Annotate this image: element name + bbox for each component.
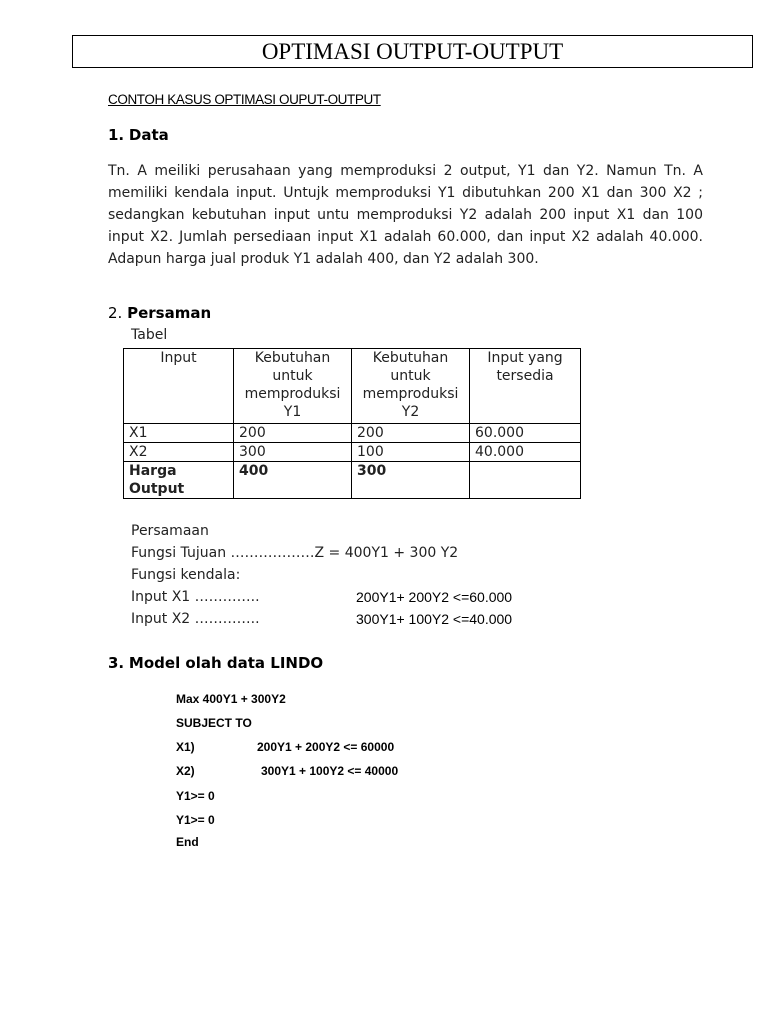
section-3-heading (108, 654, 323, 672)
case-subheading: CONTOH KASUS OPTIMASI OUPUT-OUTPUT (108, 92, 381, 107)
table-row (124, 462, 581, 499)
lindo-nonneg-1: Y1>= 0 (176, 789, 215, 803)
table-cell: 100 (352, 443, 470, 462)
section-1-number: 1. (108, 126, 125, 144)
section-3-title: Model olah data LINDO (128, 654, 324, 672)
table-header-cell: Input (124, 349, 234, 424)
table-row (124, 443, 581, 462)
lindo-subject-to: SUBJECT TO (176, 716, 252, 730)
lindo-constraint-x1-label: X1) (176, 740, 195, 754)
table-cell: X1 (124, 424, 234, 443)
table-cell: X2 (124, 443, 234, 462)
table-cell: 400 (234, 462, 352, 499)
persamaan-label: Persamaan (131, 523, 209, 539)
lindo-objective: Max 400Y1 + 300Y2 (176, 692, 286, 706)
table-row (124, 424, 581, 443)
table-cell (470, 462, 581, 499)
objective-function: Fungsi Tujuan ………………Z = 400Y1 + 300 Y2 (131, 545, 459, 561)
table-header-cell: Kebutuhan untuk memproduksi Y1 (234, 349, 352, 424)
table-cell: 200 (234, 424, 352, 443)
table-cell: 40.000 (470, 443, 581, 462)
section-1-paragraph: Tn. A meiliki perusahaan yang memproduksi 2 output, Y1 dan Y2. Namun Tn. A memiliki kendala input. Untujk memproduksi Y1 dibutuhkan 200 X1 dan 300 X2 ; sedangkan kebutuhan input untu memproduksi Y2 adalah 200 input X1 dan 100 input X2. Jumlah persediaan input X1 adalah 60.000, dan input X2 adalah 40.000. Adapun harga jual produk Y1 adalah 400, dan Y2 adalah 300. (108, 163, 703, 267)
section-3-number: 3. (108, 654, 125, 672)
table-cell: 300 (234, 443, 352, 462)
constraint-x2-label: Input X2 ………….. (131, 611, 260, 627)
page-title: OPTIMASI OUTPUT-OUTPUT (72, 35, 753, 68)
section-1-title: Data (128, 126, 169, 144)
lindo-constraint-x2-expr: 300Y1 + 100Y2 <= 40000 (261, 764, 399, 778)
table-cell: 60.000 (470, 424, 581, 443)
constraint-x2-expr: 300Y1+ 100Y2 <=40.000 (356, 611, 513, 627)
table-header-cell: Input yang tersedia (470, 349, 581, 424)
section-2-title: Persaman (127, 304, 212, 322)
table-cell: 200 (352, 424, 470, 443)
constraint-x1-expr: 200Y1+ 200Y2 <=60.000 (356, 589, 513, 605)
lindo-nonneg-2: Y1>= 0 (176, 813, 215, 827)
lindo-constraint-x2-label: X2) (176, 764, 195, 778)
table-header-cell: Kebutuhan untuk memproduksi Y2 (352, 349, 470, 424)
constraint-x1-label: Input X1 ………….. (131, 589, 260, 605)
requirements-table (123, 348, 581, 499)
table-cell: Harga Output (124, 462, 234, 499)
lindo-end: End (176, 835, 199, 849)
section-1-heading (108, 126, 169, 144)
table-cell: 300 (352, 462, 470, 499)
table-label: Tabel (131, 327, 168, 343)
section-2-heading (108, 304, 211, 322)
constraint-label: Fungsi kendala: (131, 567, 241, 583)
lindo-constraint-x1-expr: 200Y1 + 200Y2 <= 60000 (257, 740, 395, 754)
table-header-row (124, 349, 581, 424)
section-2-number: 2. (108, 304, 123, 322)
